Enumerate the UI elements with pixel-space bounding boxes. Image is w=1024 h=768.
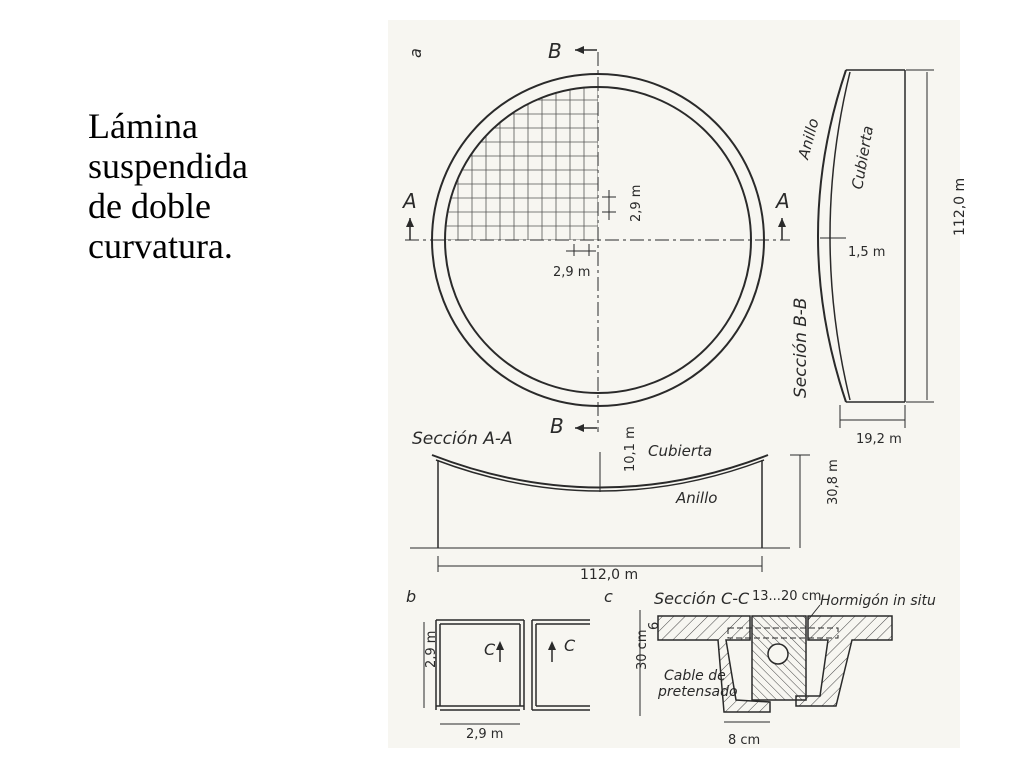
panel-b-label: b	[406, 587, 417, 606]
section-bb-title: Sección B-B	[791, 297, 811, 398]
section-aa-title: Sección A-A	[412, 429, 513, 449]
section-aa-sag-label: 10,1 m	[623, 426, 638, 472]
panel-c-slab-thickness-label: 6	[647, 621, 662, 630]
panel-b-section-c-left-label: C	[484, 640, 496, 659]
grid-spacing-x-label: 2,9 m	[553, 265, 591, 280]
section-b-bottom-label: B	[550, 414, 564, 438]
title-line-4: curvatura.	[88, 226, 233, 266]
panel-c-label: c	[604, 587, 613, 606]
section-bb-ring-label: Anillo	[794, 116, 823, 162]
section-bb-sag-label: 1,5 m	[848, 245, 886, 260]
section-a-left-label: A	[403, 189, 417, 213]
panel-b-width-label: 2,9 m	[466, 727, 504, 742]
panel-b-section-c-right-label: C	[564, 636, 576, 655]
grid-spacing-y-label: 2,9 m	[629, 184, 644, 222]
section-a-right-label: A	[776, 189, 790, 213]
panel-c-cable-label-2: pretensado	[658, 684, 738, 700]
panel-c-cable-label-1: Cable de	[664, 668, 726, 684]
title-line-3: de doble	[88, 186, 211, 226]
section-aa-ring-label: Anillo	[676, 489, 718, 507]
title-line-1: Lámina	[88, 106, 198, 146]
section-aa-roof-label: Cubierta	[648, 442, 713, 460]
engineering-drawing	[388, 20, 968, 748]
panel-c-title: Sección C-C	[654, 589, 750, 608]
panel-c-rib-width-label: 8 cm	[728, 733, 761, 748]
panel-a-label: a	[406, 48, 425, 58]
title-line-2: suspendida	[88, 146, 248, 186]
prestressing-cable	[768, 644, 788, 664]
section-bb-roof-label: Cubierta	[848, 124, 878, 191]
section-bb-span-label: 112,0 m	[952, 177, 968, 236]
panel-c-height-label: 30 cm	[635, 629, 650, 670]
section-bb-width-label: 19,2 m	[856, 432, 902, 447]
panel-b-height-label: 2,9 m	[424, 630, 439, 668]
panel-c-joint-width-label: 13...20 cm	[752, 589, 822, 604]
section-aa-span-label: 112,0 m	[580, 567, 639, 583]
section-aa-height-label: 30,8 m	[826, 459, 841, 505]
panel-c-in-situ-label: Hormigón in situ	[820, 593, 936, 609]
section-b-top-label: B	[548, 39, 562, 63]
slide-title	[88, 106, 348, 266]
